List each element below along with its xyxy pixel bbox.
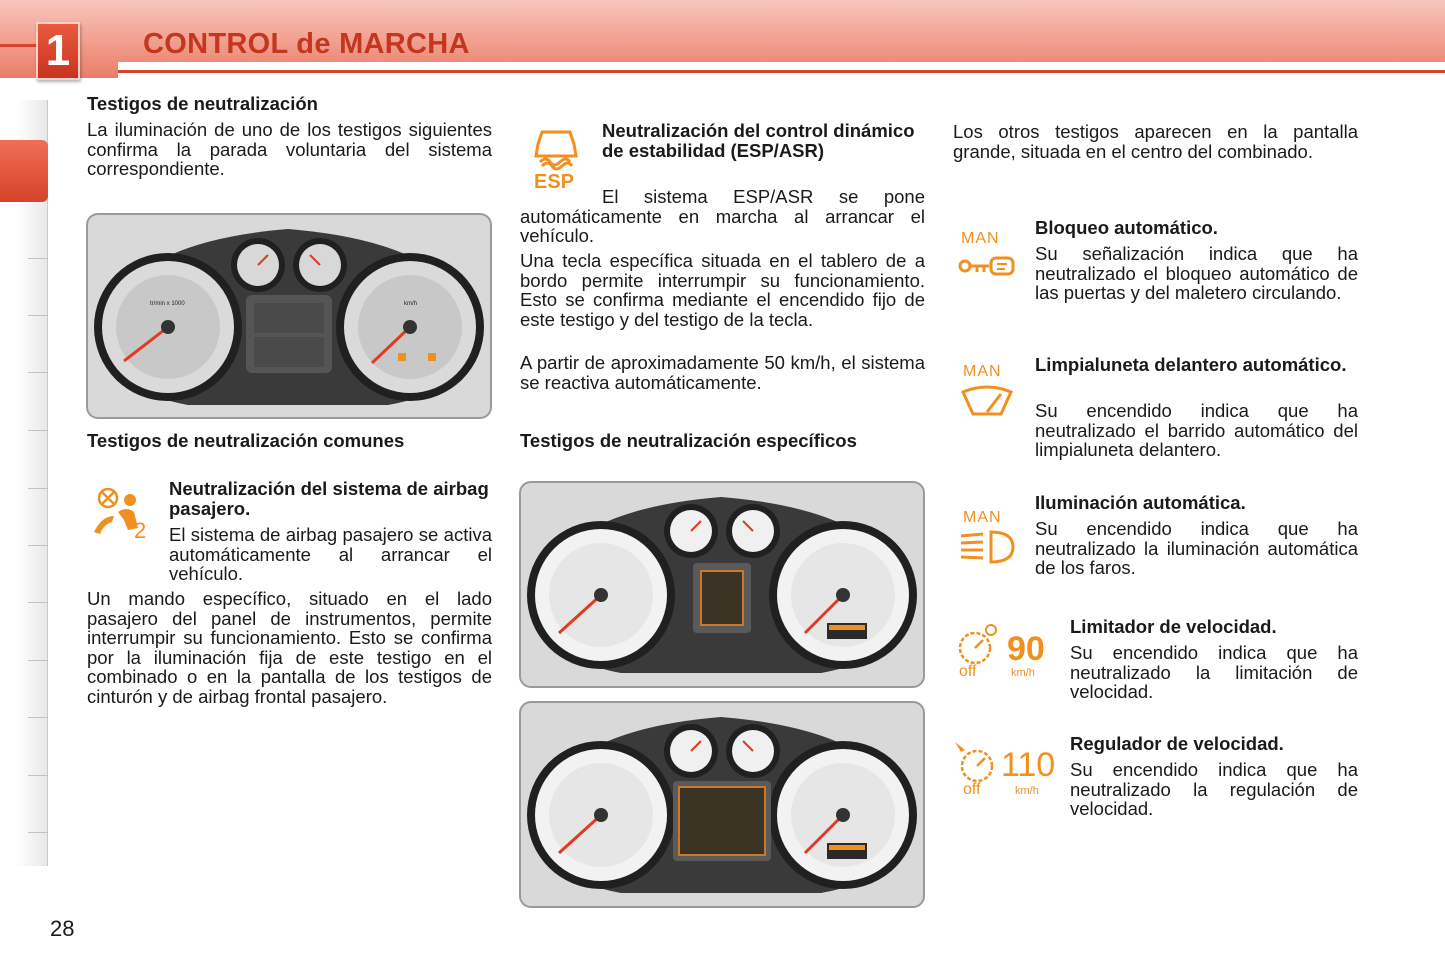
chapter-tab-divider: [28, 488, 48, 489]
header-rule: [118, 70, 1445, 73]
chapter-tab-divider: [28, 258, 48, 259]
airbag-body: El sistema de airbag pasajero se activa automáticamente al arrancar el vehículo.: [169, 524, 492, 585]
instrument-cluster-figure: [86, 213, 492, 419]
airbag-title: Neutralización del sistema de airbag pasajero.: [169, 478, 489, 519]
limiter-off-label: off: [959, 663, 977, 680]
chapter-tab-divider: [28, 315, 48, 316]
section-heading-specific: Testigos de neutralización específicos: [520, 430, 857, 451]
cruise-speed-value: 110: [1001, 746, 1056, 784]
airbag-off-icon: [88, 486, 154, 544]
instrument-cluster-specific-figure-1: [519, 481, 925, 688]
esp-paragraph-2: Una tecla específica situada en el tablero de a bordo permite interrumpir su funcionamiento. Esto se confirma mediante el encendido fijo de este testigo y del testigo de la tecla.: [520, 250, 925, 330]
headlamp-man-label: MAN: [963, 509, 1002, 526]
chapter-tab-divider: [28, 660, 48, 661]
limiter-unit: km/h: [1011, 667, 1035, 679]
item-title: Regulador de velocidad.: [1070, 733, 1284, 754]
item-title: Limitador de velocidad.: [1070, 616, 1277, 637]
instrument-cluster-drawing: [521, 703, 923, 906]
esp-title: Neutralización del control dinámico de estabilidad (ESP/ASR): [602, 120, 915, 161]
lock-man-icon: [957, 226, 1019, 282]
cruise-control-icon: [953, 738, 1063, 798]
instrument-cluster-specific-figure-2: [519, 701, 925, 908]
airbag-more: Un mando específico, situado en el lado pasajero del panel de instrumentos, permite interrumpir su funcionamiento. Esto se confirma por la iluminación fija de este testigo en el combinado o en la pantalla de los testigos de cinturón y de airbag frontal pasajero.: [87, 588, 492, 707]
esp-icon: [528, 126, 584, 192]
item-body: Su encendido indica que ha neutralizado la regulación de velocidad.: [1070, 759, 1358, 820]
col3-intro: Los otros testigos aparecen en la pantalla grande, situada en el centro del combinado.: [953, 121, 1358, 162]
limiter-speed-value: 90: [1007, 630, 1045, 668]
instrument-cluster-drawing: [88, 215, 490, 417]
svg-text:2: 2: [134, 518, 147, 543]
item-body: Su encendido indica que ha neutralizado la limitación de velocidad.: [1070, 642, 1358, 703]
chapter-badge: [36, 22, 80, 80]
instrument-cluster-drawing: [521, 483, 923, 686]
chapter-tab-active[interactable]: [0, 140, 48, 202]
chapter-tab-divider: [28, 832, 48, 833]
chapter-tab-divider: [28, 545, 48, 546]
chapter-tab-divider: [28, 372, 48, 373]
wiper-man-icon: [957, 360, 1019, 424]
item-body: Su encendido indica que ha neutralizado la iluminación automática de los faros.: [1035, 518, 1358, 579]
item-body: Su encendido indica que ha neutralizado el barrido automático del limpialuneta delantero.: [1035, 400, 1358, 461]
item-body: Su señalización indica que ha neutralizado el bloqueo automático de las puertas y del maletero circulando.: [1035, 243, 1358, 304]
chapter-tab-divider: [28, 775, 48, 776]
chapter-tab-divider: [28, 717, 48, 718]
intro-paragraph: La iluminación de uno de los testigos siguientes confirma la parada voluntaria del sistema correspondiente.: [87, 119, 492, 180]
tach-unit: tr/min x 1000: [150, 301, 185, 307]
headlamp-man-icon: [957, 506, 1019, 570]
chapter-tab-divider: [28, 602, 48, 603]
esp-paragraph-3: A partir de aproximadamente 50 km/h, el sistema se reactiva automáticamente.: [520, 352, 925, 393]
section-heading: Testigos de neutralización: [87, 93, 318, 114]
item-title: Iluminación automática.: [1035, 492, 1246, 513]
item-title: Limpialuneta delantero automático.: [1035, 354, 1347, 375]
cruise-unit: km/h: [1015, 785, 1039, 797]
item-title: Bloqueo automático.: [1035, 217, 1218, 238]
cruise-off-label: off: [963, 781, 981, 798]
page-title: CONTROL de MARCHA: [143, 28, 470, 60]
speed-unit: km/h: [404, 301, 418, 307]
esp-paragraph-1: El sistema ESP/ASR se pone automáticamente en marcha al arrancar el vehículo.: [520, 186, 925, 247]
esp-icon-label: ESP: [534, 171, 575, 192]
speed-limiter-icon: [953, 622, 1057, 680]
chapter-tabs: [16, 100, 48, 866]
chapter-tab-divider: [28, 430, 48, 431]
lock-man-label: MAN: [961, 230, 1000, 247]
chapter-number: 1: [45, 26, 71, 75]
section-heading-common: Testigos de neutralización comunes: [87, 430, 405, 451]
wiper-man-label: MAN: [963, 363, 1002, 380]
page-number: 28: [50, 916, 75, 941]
